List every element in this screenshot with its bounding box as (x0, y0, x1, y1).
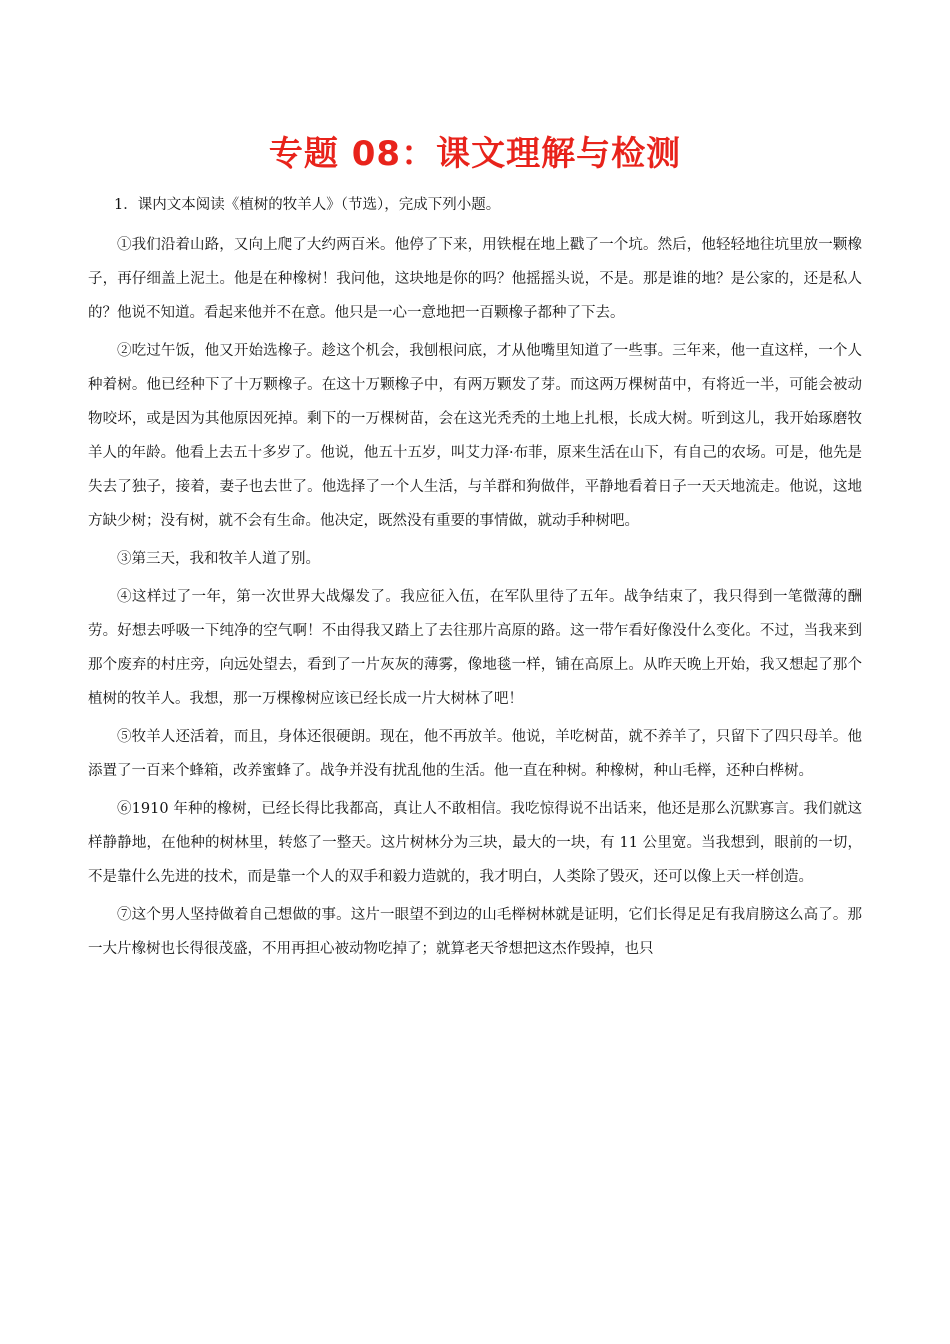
question-prompt: 1．课内文本阅读《植树的牧羊人》（节选），完成下列小题。 (114, 197, 501, 213)
document-title: 专题 08：课文理解与检测 (268, 134, 682, 174)
paragraph-5: ⑤牧羊人还活着，而且，身体还很硬朗。现在，他不再放羊。他说，羊吃树苗，就不养羊了，只留下了四只母羊。他添置了一百来个蜂箱，改养蜜蜂了。战争并没有扰乱他的生活。他一直在种树。种橡树，种山毛榉，还种白桦树。 (88, 729, 862, 779)
paragraph-4: ④这样过了一年，第一次世界大战爆发了。我应征入伍，在军队里待了五年。战争结束了，我只得到一笔微薄的酬劳。好想去呼吸一下纯净的空气啊！不由得我又踏上了去往那片高原的路。这一带乍看好像没什么变化。不过，当我来到那个废弃的村庄旁，向远处望去，看到了一片灰灰的薄雾，像地毯一样，铺在高原上。从昨天晚上开始，我又想起了那个植树的牧羊人。我想，那一万棵橡树应该已经长成一片大树林了吧！ (88, 589, 862, 707)
paragraph-3: ③第三天，我和牧羊人道了别。 (117, 551, 320, 567)
paragraph-2: ②吃过午饭，他又开始选橡子。趁这个机会，我刨根问底，才从他嘴里知道了一些事。三年来，他一直这样，一个人种着树。他已经种下了十万颗橡子。在这十万颗橡子中，有两万颗发了芽。而这两万棵树苗中，有将近一半，可能会被动物咬坏，或是因为其他原因死掉。剩下的一万棵树苗，会在这光秃秃的土地上扎根，长成大树。听到这儿，我开始琢磨牧羊人的年龄。他看上去五十多岁了。他说，他五十五岁，叫艾力泽·布菲，原来生活在山下，有自己的农场。可是，他先是失去了独子，接着，妻子也去世了。他选择了一个人生活，与羊群和狗做伴，平静地看着日子一天天地流走。他说，这地方缺少树；没有树，就不会有生命。他决定，既然没有重要的事情做，就动手种树吧。 (88, 343, 862, 529)
paragraph-7: ⑦这个男人坚持做着自己想做的事。这片一眼望不到边的山毛榉树林就是证明，它们长得足足有我肩膀这么高了。那一大片橡树也长得很茂盛，不用再担心被动物吃掉了；就算老天爷想把这杰作毁掉，也只 (88, 907, 862, 957)
paragraph-1: ①我们沿着山路，又向上爬了大约两百米。他停了下来，用铁棍在地上戳了一个坑。然后，他轻轻地往坑里放一颗橡子，再仔细盖上泥土。他是在种橡树！我问他，这块地是你的吗？他摇摇头说，不是。那是谁的地？是公家的，还是私人的？他说不知道。看起来他并不在意。他只是一心一意地把一百颗橡子都种了下去。 (88, 237, 862, 321)
paragraph-6: ⑥1910 年种的橡树，已经长得比我都高，真让人不敢相信。我吃惊得说不出话来，他还是那么沉默寡言。我们就这样静静地，在他种的树林里，转悠了一整天。这片树林分为三块，最大的一块，有 11 公里宽。当我想到，眼前的一切，不是靠什么先进的技术，而是靠一个人的双手和毅力造就的，我才明白，人类除了毁灭，还可以像上天一样创造。 (88, 801, 862, 885)
